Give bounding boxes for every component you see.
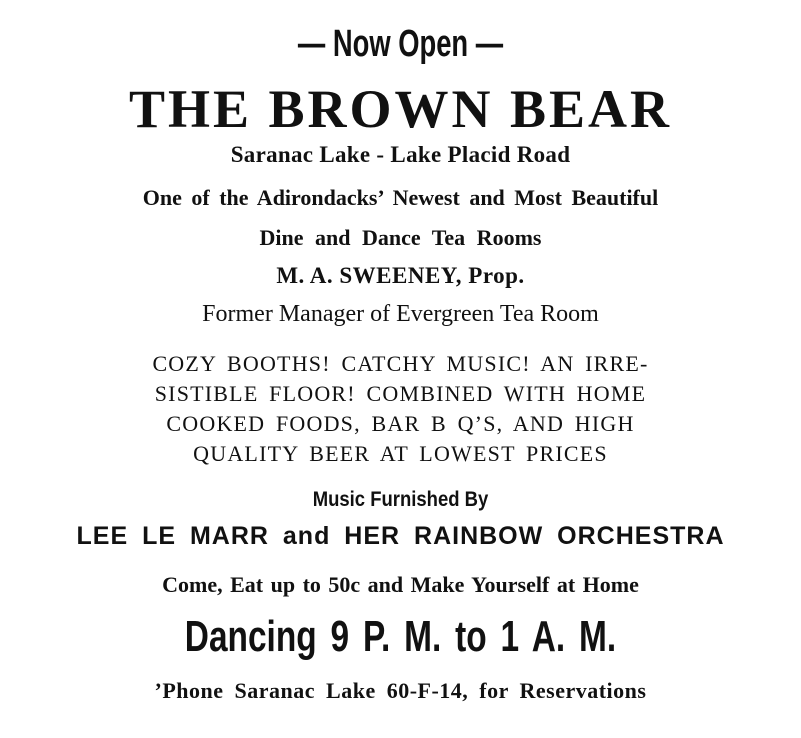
tagline-line-2: Dine and Dance Tea Rooms — [259, 225, 542, 250]
features-line-3: COOKED FOODS, BAR B Q’S, AND HIGH — [166, 411, 635, 436]
former-role-line: Former Manager of Evergreen Tea Room — [202, 301, 599, 327]
invitation-line: Come, Eat up to 50c and Make Yourself at Home — [162, 572, 639, 597]
now-open-headline: — Now Open — — [297, 23, 504, 65]
features-line-2: SISTIBLE FLOOR! COMBINED WITH HOME — [154, 381, 647, 406]
restaurant-name-title: THE BROWN BEAR — [128, 79, 673, 139]
orchestra-name-line: LEE LE MARR and HER RAINBOW ORCHESTRA — [76, 522, 725, 550]
phone-reservations-line: ’Phone Saranac Lake 60-F-14, for Reservations — [154, 678, 647, 703]
tagline-line-1: One of the Adirondacks’ Newest and Most Beautiful — [142, 185, 659, 210]
features-line-4: QUALITY BEER AT LOWEST PRICES — [193, 441, 608, 466]
location-line: Saranac Lake - Lake Placid Road — [230, 142, 571, 167]
music-furnished-by-line: Music Furnished By — [312, 488, 489, 511]
dancing-hours-line: Dancing 9 P. M. to 1 A. M. — [184, 612, 617, 661]
features-line-1: COZY BOOTHS! CATCHY MUSIC! AN IRRE- — [152, 351, 649, 376]
proprietor-line: M. A. SWEENEY, Prop. — [276, 263, 525, 288]
